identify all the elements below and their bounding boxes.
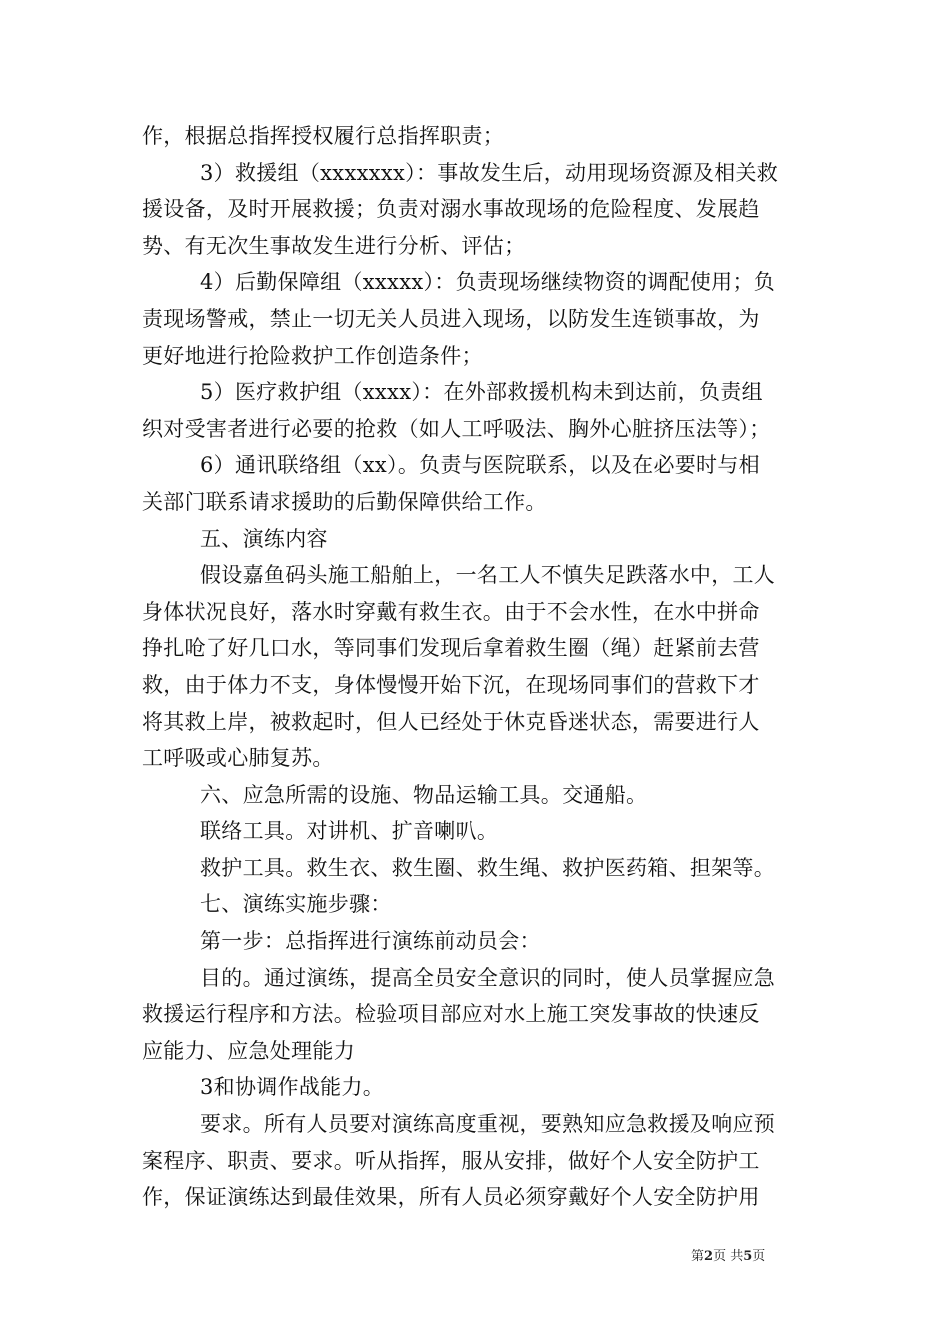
text-line: 4）后勤保障组（xxxxx）：负责现场继续物资的调配使用；负	[200, 270, 776, 295]
text-line: 3）救援组（xxxxxxx）：事故发生后，动用现场资源及相关救	[200, 160, 779, 185]
text-line: 将其救上岸，被救起时，但人已经处于休克昏迷状态，需要进行人	[142, 709, 760, 734]
text-line: 假设嘉鱼码头施工船舶上，一名工人不慎失足跌落水中，工人	[200, 563, 776, 588]
text-line: 织对受害者进行必要的抢救（如人工呼吸法、胸外心脏挤压法等）；	[142, 416, 771, 441]
current-page-number: 2	[704, 1249, 714, 1264]
text-line: 责现场警戒，禁止一切无关人员进入现场，以防发生连锁事故，为	[142, 306, 760, 331]
document-body	[142, 118, 810, 1216]
text-line: 救，由于体力不支，身体慢慢开始下沉，在现场同事们的营救下才	[142, 672, 760, 697]
text-line: 救援运行程序和方法。检验项目部应对水上施工突发事故的快速反	[142, 1002, 760, 1027]
text-line: 五、演练内容	[200, 526, 328, 551]
page-footer	[691, 1249, 765, 1265]
text-line: 救护工具。救生衣、救生圈、救生绳、救护医药箱、担架等。	[200, 855, 776, 880]
text-line: 3和协调作战能力。	[200, 1075, 385, 1100]
text-line: 联络工具。对讲机、扩音喇叭。	[200, 819, 499, 844]
text-line: 案程序、职责、要求。听从指挥，服从安排，做好个人安全防护工	[142, 1148, 760, 1173]
text-line: 第一步：总指挥进行演练前动员会：	[200, 929, 541, 954]
text-line: 作，保证演练达到最佳效果，所有人员必须穿戴好个人安全防护用	[142, 1185, 760, 1210]
text-line: 应能力、应急处理能力	[142, 1038, 355, 1063]
text-line: 挣扎呛了好几口水，等同事们发现后拿着救生圈（绳）赶紧前去营	[142, 636, 760, 661]
text-line: 七、演练实施步骤：	[200, 892, 392, 917]
text-line: 工呼吸或心肺复苏。	[142, 746, 334, 771]
footer-prefix: 第	[691, 1249, 705, 1264]
total-pages-number: 5	[743, 1249, 753, 1264]
footer-suffix: 页	[752, 1249, 766, 1264]
text-line: 援设备，及时开展救援；负责对溺水事故现场的危险程度、发展趋	[142, 197, 760, 222]
text-line: 6）通讯联络组（xx）。负责与医院联系，以及在必要时与相	[200, 453, 760, 478]
text-line: 六、应急所需的设施、物品运输工具。交通船。	[200, 782, 648, 807]
text-line: 要求。所有人员要对演练高度重视，要熟知应急救援及响应预	[200, 1112, 776, 1137]
text-line: 身体状况良好，落水时穿戴有救生衣。由于不会水性，在水中拼命	[142, 599, 760, 624]
text-line: 势、有无次生事故发生进行分析、评估；	[142, 233, 526, 258]
text-line: 作，根据总指挥授权履行总指挥职责；	[142, 124, 505, 148]
text-line: 更好地进行抢险救护工作创造条件；	[142, 343, 483, 368]
footer-middle: 页 共	[713, 1249, 744, 1264]
text-line: 关部门联系请求援助的后勤保障供给工作。	[142, 489, 547, 514]
text-line: 目的。通过演练，提高全员安全意识的同时，使人员掌握应急	[200, 965, 776, 990]
text-line: 5）医疗救护组（xxxx）：在外部救援机构未到达前，负责组	[200, 380, 763, 405]
